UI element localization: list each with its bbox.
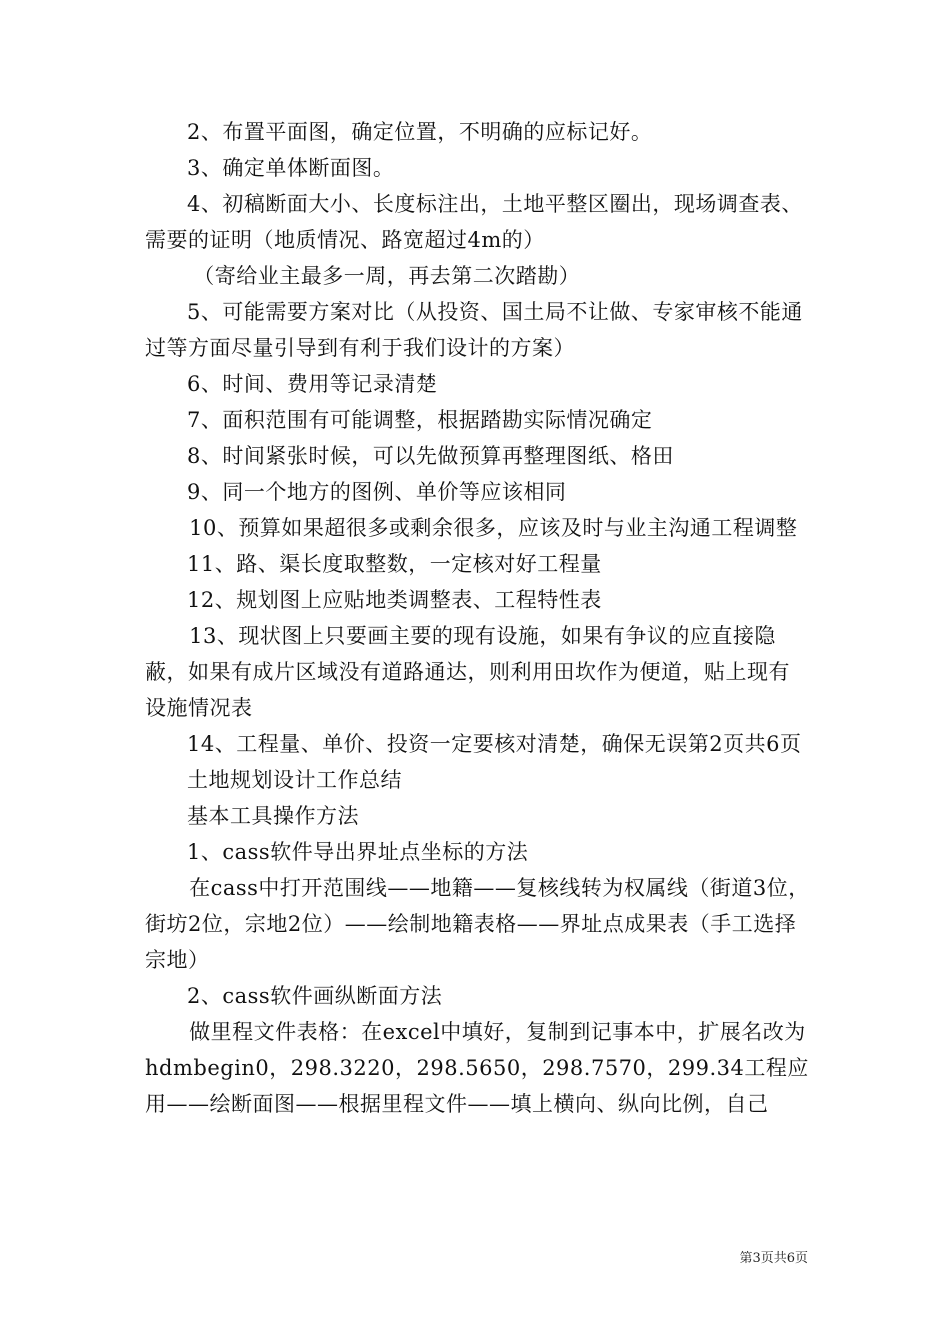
paragraph-item-11: 11、路、渠长度取整数，一定核对好工程量 xyxy=(187,552,602,576)
method-heading-2: 2、cass软件画纵断面方法 xyxy=(187,984,443,1008)
paragraph-item-8: 8、时间紧张时候，可以先做预算再整理图纸、格田 xyxy=(187,444,674,468)
section-title: 土地规划设计工作总结 xyxy=(187,768,402,792)
page-number: 第3页共6页 xyxy=(739,1251,808,1266)
paragraph-item-14: 14、工程量、单价、投资一定要核对清楚，确保无误第2页共6页 xyxy=(187,732,802,756)
document-body xyxy=(145,114,810,1122)
method-steps-2: 做里程文件表格：在excel中填好，复制到记事本中，扩展名改为hdmbegin0，298.3220，298.5650，298.7570，299.34工程应用——绘断面图——根据里程文件——填上横向、纵向比例，自己 xyxy=(145,1020,809,1116)
paragraph-item-5: 5、可能需要方案对比（从投资、国土局不让做、专家审核不能通过等方面尽量引导到有利于我们设计的方案） xyxy=(145,300,803,360)
paragraph-item-13: 13、现状图上只要画主要的现有设施，如果有争议的应直接隐蔽，如果有成片区域没有道路通达，则利用田坎作为便道，贴上现有设施情况表 xyxy=(145,624,790,720)
paragraph-item-7: 7、面积范围有可能调整，根据踏勘实际情况确定 xyxy=(187,408,653,432)
paragraph-item-4: 4、初稿断面大小、长度标注出，土地平整区圈出，现场调查表、需要的证明（地质情况、路宽超过4m的） xyxy=(145,192,803,252)
paragraph-item-10: 10、预算如果超很多或剩余很多，应该及时与业主沟通工程调整 xyxy=(189,516,798,540)
paragraph-item-3: 3、确定单体断面图。 xyxy=(187,156,395,180)
paragraph-item-6: 6、时间、费用等记录清楚 xyxy=(187,372,438,396)
paragraph-item-9: 9、同一个地方的图例、单价等应该相同 xyxy=(187,480,567,504)
paragraph-note: （寄给业主最多一周，再去第二次踏勘） xyxy=(193,264,581,288)
paragraph-item-2: 2、布置平面图，确定位置，不明确的应标记好。 xyxy=(187,120,653,144)
method-steps-1: 在cass中打开范围线——地籍——复核线转为权属线（街道3位，街坊2位，宗地2位）——绘制地籍表格——界址点成果表（手工选择宗地） xyxy=(145,876,810,972)
method-heading-1: 1、cass软件导出界址点坐标的方法 xyxy=(187,840,529,864)
subsection-title: 基本工具操作方法 xyxy=(187,804,359,828)
paragraph-item-12: 12、规划图上应贴地类调整表、工程特性表 xyxy=(187,588,602,612)
